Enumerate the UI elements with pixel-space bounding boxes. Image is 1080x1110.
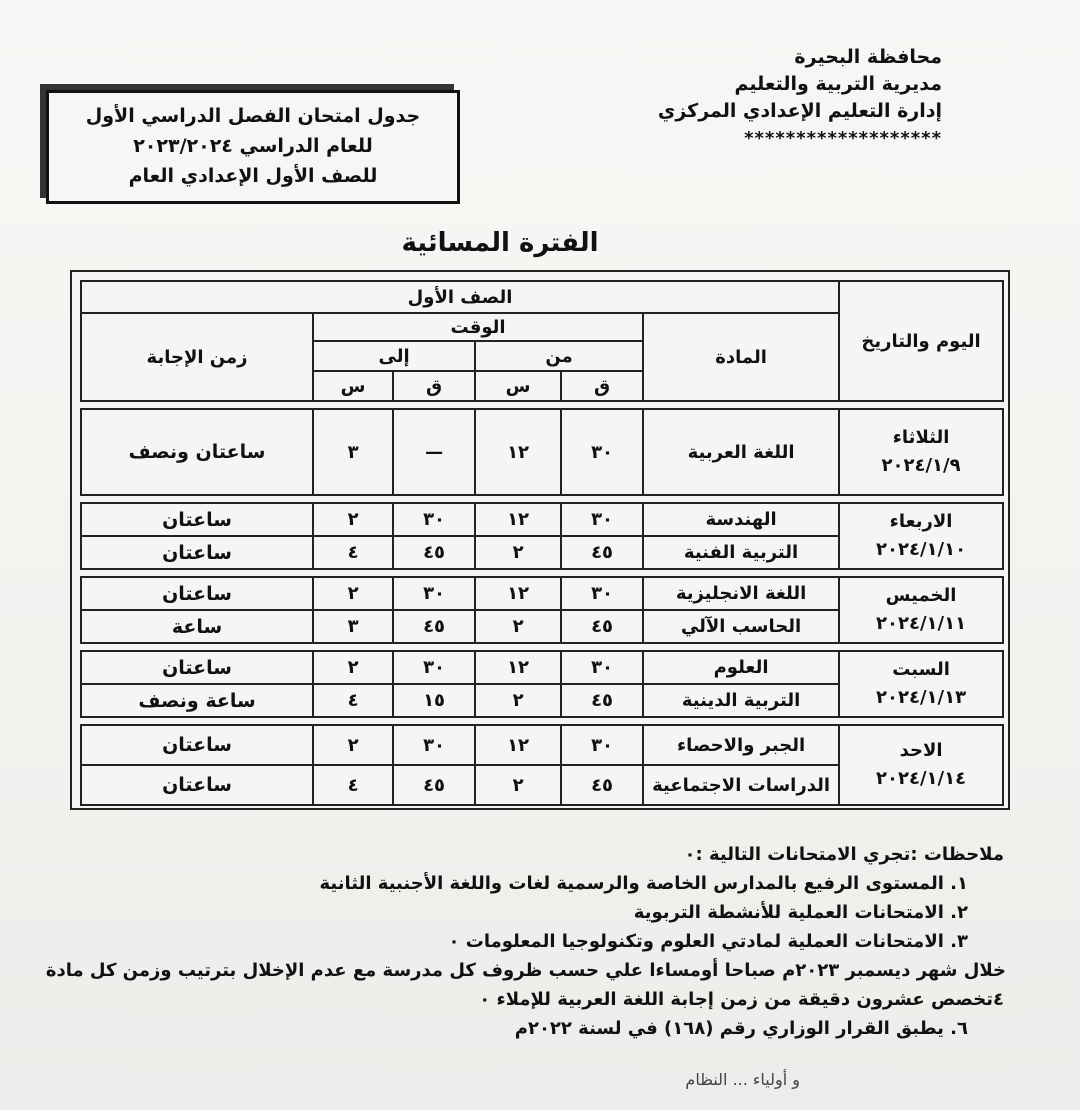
duration-cell: ساعتان xyxy=(81,725,313,765)
from-minute-cell: ٤٥ xyxy=(561,610,643,643)
group-spacer xyxy=(81,495,1003,503)
from-hour-cell: ١٢ xyxy=(475,725,561,765)
day-name: الاربعاء xyxy=(889,511,953,532)
to-hour-cell: ٢ xyxy=(313,503,393,536)
duration-cell: ساعة xyxy=(81,610,313,643)
note-line-dictation: ٤تخصص عشرون دقيقة من زمن إجابة اللغة العربية للإملاء ٠ xyxy=(479,989,1004,1010)
note-item: ٣. الامتحانات العملية لمادتي العلوم وتكنولوجيا المعلومات ٠ xyxy=(448,931,968,952)
from-minute-cell: ٣٠ xyxy=(561,651,643,684)
from-minute-cell: ٤٥ xyxy=(561,765,643,805)
cut-off-line: و أولياء ... النظام xyxy=(685,1070,800,1089)
to-hour-cell: ٤ xyxy=(313,684,393,717)
schedule-title-line1: جدول امتحان الفصل الدراسي الأول xyxy=(85,105,421,127)
schedule-table xyxy=(80,280,1004,806)
exam-date: ٢٠٢٤/١/١٣ xyxy=(876,687,967,708)
note-line-decree: ٦. يطبق القرار الوزاري رقم (١٦٨) في لسنة ٢٠٢٢م xyxy=(514,1018,968,1039)
administration-line: إدارة التعليم الإعدادي المركزي xyxy=(657,100,942,122)
subject-cell: الهندسة xyxy=(643,503,839,536)
time-header: الوقت xyxy=(313,313,643,341)
table-row xyxy=(81,725,1003,765)
to-minute-cell: ٣٠ xyxy=(393,651,475,684)
day-header: اليوم والتاريخ xyxy=(839,281,1003,401)
schedule-title-line3: للصف الأول الإعدادي العام xyxy=(128,165,378,187)
from-hour-cell: ١٢ xyxy=(475,577,561,610)
day-date-cell xyxy=(839,651,1003,717)
day-date-cell xyxy=(839,577,1003,643)
to-minute-cell: — xyxy=(393,409,475,495)
from-minute-cell: ٤٥ xyxy=(561,536,643,569)
note-line-december: خلال شهر ديسمبر ٢٠٢٣م صباحا أومساءا علي حسب ظروف كل مدرسة مع عدم الإخلال بترتيب وزمن كل مادة xyxy=(45,960,1006,981)
subject-cell: التربية الفنية xyxy=(643,536,839,569)
table-row xyxy=(81,577,1003,610)
from-minute-cell: ٣٠ xyxy=(561,409,643,495)
table-row xyxy=(81,409,1003,495)
note-item: ١. المستوى الرفيع بالمدارس الخاصة والرسمية لغات واللغة الأجنبية الثانية xyxy=(319,873,968,894)
day-date-cell xyxy=(839,503,1003,569)
exam-date: ٢٠٢٤/١/١١ xyxy=(876,613,967,634)
to-hour-cell: ٢ xyxy=(313,651,393,684)
stars-divider: ******************* xyxy=(744,128,942,149)
duration-cell: ساعتان xyxy=(81,503,313,536)
from-min-header: ق xyxy=(561,371,643,401)
day-name: السبت xyxy=(892,659,950,680)
to-header: إلى xyxy=(313,341,475,371)
day-date-cell xyxy=(839,409,1003,495)
group-spacer xyxy=(81,401,1003,409)
from-hour-cell: ٢ xyxy=(475,684,561,717)
schedule-table-frame xyxy=(70,270,1010,810)
from-hour-cell: ٢ xyxy=(475,536,561,569)
group-spacer xyxy=(81,643,1003,651)
duration-cell: ساعتان xyxy=(81,536,313,569)
table-row xyxy=(81,651,1003,684)
subject-cell: التربية الدينية xyxy=(643,684,839,717)
to-minute-cell: ٣٠ xyxy=(393,725,475,765)
from-minute-cell: ٣٠ xyxy=(561,577,643,610)
day-name: الخميس xyxy=(885,585,957,606)
to-hour-cell: ٢ xyxy=(313,725,393,765)
to-hour-cell: ٣ xyxy=(313,409,393,495)
group-spacer-cell xyxy=(81,717,1003,725)
to-hour-cell: ٣ xyxy=(313,610,393,643)
schedule-title-box xyxy=(46,90,460,204)
issuer-header xyxy=(658,44,942,152)
notes-title: ملاحظات :تجري الامتحانات التالية :٠ xyxy=(684,844,1004,865)
subject-cell: اللغة العربية xyxy=(643,409,839,495)
to-minute-cell: ٤٥ xyxy=(393,765,475,805)
group-spacer xyxy=(81,717,1003,725)
to-hour-cell: ٤ xyxy=(313,536,393,569)
day-date-cell xyxy=(839,725,1003,805)
group-spacer-cell xyxy=(81,569,1003,577)
group-spacer-cell xyxy=(81,643,1003,651)
exam-date: ٢٠٢٤/١/١٤ xyxy=(876,768,967,789)
from-minute-cell: ٤٥ xyxy=(561,684,643,717)
subject-cell: الدراسات الاجتماعية xyxy=(643,765,839,805)
to-hour-cell: ٢ xyxy=(313,577,393,610)
to-hour-header: س xyxy=(313,371,393,401)
group-spacer xyxy=(81,569,1003,577)
duration-cell: ساعتان xyxy=(81,651,313,684)
to-minute-cell: ٣٠ xyxy=(393,577,475,610)
from-hour-header: س xyxy=(475,371,561,401)
subject-cell: اللغة الانجليزية xyxy=(643,577,839,610)
duration-cell: ساعة ونصف xyxy=(81,684,313,717)
grade-header: الصف الأول xyxy=(81,281,839,313)
subject-cell: الجبر والاحصاء xyxy=(643,725,839,765)
to-minute-cell: ١٥ xyxy=(393,684,475,717)
table-row xyxy=(81,503,1003,536)
duration-cell: ساعتان xyxy=(81,577,313,610)
from-minute-cell: ٣٠ xyxy=(561,725,643,765)
subject-cell: الحاسب الآلي xyxy=(643,610,839,643)
group-spacer-cell xyxy=(81,495,1003,503)
from-hour-cell: ١٢ xyxy=(475,503,561,536)
to-hour-cell: ٤ xyxy=(313,765,393,805)
subject-cell: العلوم xyxy=(643,651,839,684)
from-hour-cell: ٢ xyxy=(475,765,561,805)
day-name: الثلاثاء xyxy=(892,427,950,448)
from-header: من xyxy=(475,341,643,371)
governorate-line: محافظة البحيرة xyxy=(794,46,942,68)
period-title: الفترة المسائية xyxy=(401,228,599,258)
from-minute-cell: ٣٠ xyxy=(561,503,643,536)
exam-date: ٢٠٢٤/١/١٠ xyxy=(876,539,967,560)
day-name: الاحد xyxy=(899,740,943,761)
note-item: ٢. الامتحانات العملية للأنشطة التربوية xyxy=(633,902,968,923)
from-hour-cell: ١٢ xyxy=(475,651,561,684)
to-minute-cell: ٤٥ xyxy=(393,610,475,643)
from-hour-cell: ١٢ xyxy=(475,409,561,495)
subject-header: المادة xyxy=(643,313,839,401)
schedule-title-line2: للعام الدراسي ٢٠٢٣/٢٠٢٤ xyxy=(133,135,373,157)
from-hour-cell: ٢ xyxy=(475,610,561,643)
duration-header: زمن الإجابة xyxy=(81,313,313,401)
notes-section xyxy=(14,840,1004,1043)
duration-cell: ساعتان ونصف xyxy=(81,409,313,495)
exam-date: ٢٠٢٤/١/٩ xyxy=(881,455,961,476)
to-min-header: ق xyxy=(393,371,475,401)
group-spacer-cell xyxy=(81,401,1003,409)
to-minute-cell: ٣٠ xyxy=(393,503,475,536)
duration-cell: ساعتان xyxy=(81,765,313,805)
to-minute-cell: ٤٥ xyxy=(393,536,475,569)
directorate-line: مديرية التربية والتعليم xyxy=(734,73,942,95)
